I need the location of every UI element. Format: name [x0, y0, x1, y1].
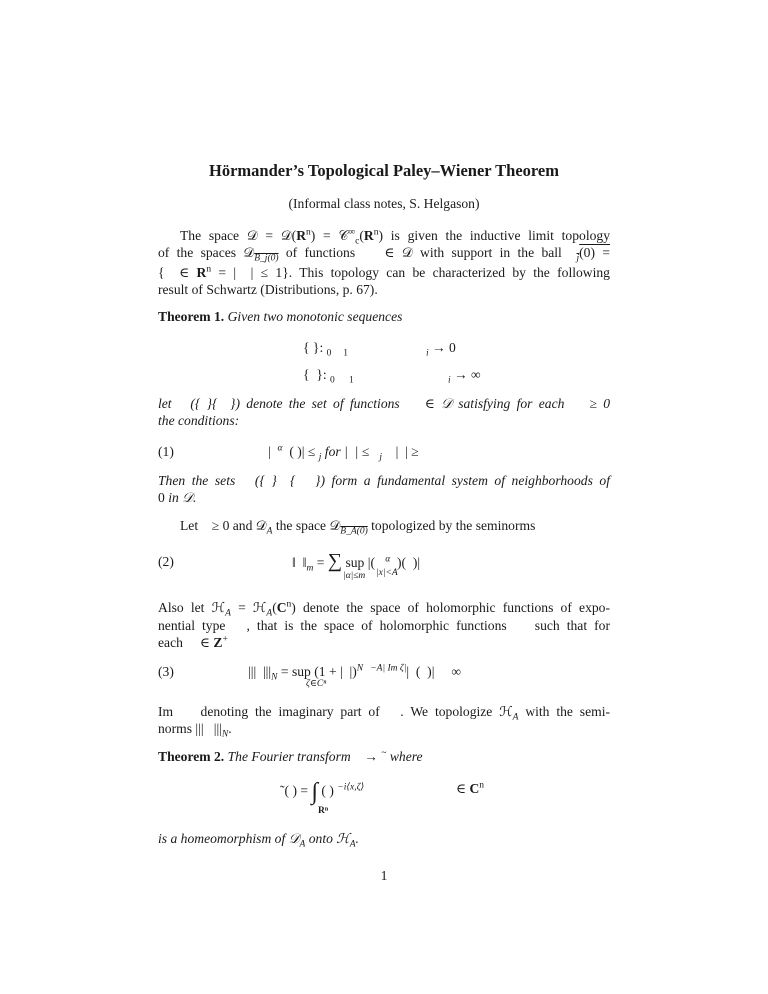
text: The Fourier transform → — [227, 749, 382, 764]
text: ( — [272, 600, 277, 615]
math-R: R — [196, 265, 207, 280]
intro-line-2 — [158, 244, 611, 264]
text: ‖ ‖ — [292, 555, 307, 570]
text: Im denoting the imaginary part of . We topologize ℋ — [158, 704, 513, 719]
text: = — [313, 555, 328, 570]
document-subtitle: (Informal class notes, S. Helgason) — [288, 196, 480, 211]
theorem-label: Theorem 2. — [158, 749, 225, 764]
equation-2-label: (2) — [158, 554, 174, 569]
text: 0 — [158, 490, 169, 505]
holomorphic-line-3 — [158, 634, 228, 651]
equation-3-label: (3) — [158, 664, 174, 679]
text: for | | ≤ — [321, 444, 380, 459]
sub: i — [426, 348, 429, 359]
imaginary-part-line — [158, 703, 611, 723]
seminorms-intro — [180, 517, 536, 537]
sequence-2-limit — [448, 366, 481, 386]
theorem-1-conditions: the conditions: — [158, 413, 240, 428]
sub: j — [379, 452, 383, 463]
text: { }: — [303, 367, 331, 382]
text: | | ≥ — [382, 444, 419, 459]
sup: n — [206, 264, 212, 275]
text: ( )| ≤ — [282, 444, 319, 459]
sequence-1 — [303, 339, 348, 359]
theorem-1-let-line: let ({ }{ }) denote the set of functions ∈ 𝒟 satisfying for each ≥ 0 — [158, 396, 610, 411]
sup: ∞ — [348, 227, 356, 238]
text: { ∈ — [158, 265, 197, 280]
sequence-2 — [303, 366, 354, 386]
integral-sign: ∫ — [311, 779, 319, 805]
text: Let ≥ 0 and 𝒟 — [180, 518, 267, 533]
text: ( — [359, 228, 364, 243]
holomorphic-line-1 — [158, 599, 611, 619]
holomorphic-line-2: nential type , that is the space of holomorphic functions such that for — [158, 618, 610, 633]
sequence-1-limit — [426, 339, 456, 359]
math-R: R — [296, 228, 307, 243]
tilde: ~ — [381, 748, 387, 759]
text: in 𝒟. — [168, 490, 197, 505]
sub: m — [306, 563, 314, 574]
sub: c — [355, 236, 360, 247]
sub: 0 1 — [326, 348, 348, 359]
text: each ∈ — [158, 635, 214, 650]
sup: n — [373, 227, 379, 238]
text: onto ℋ — [305, 831, 350, 846]
theorem-1-then-end — [158, 489, 196, 506]
sub: A — [512, 712, 519, 723]
sub: j — [576, 253, 580, 264]
sub: B_j(0) — [254, 253, 279, 264]
sup-index: |x|<A — [376, 568, 398, 578]
text: = — [277, 664, 292, 679]
theorem-2-conclusion — [158, 830, 359, 850]
sub: 0 1 — [330, 375, 354, 386]
theorem-1-heading — [158, 308, 402, 325]
text: (1 + | |) — [310, 664, 357, 679]
text: ||| ||| — [248, 664, 272, 679]
text: = | | ≤ 1}. This topology can be characterized by the following — [211, 265, 610, 280]
text: ∈ — [456, 781, 470, 796]
text: Given two monotonic sequences — [227, 309, 403, 324]
intro-line-4: result of Schwartz (Distributions, p. 67). — [158, 282, 378, 297]
sub: i — [448, 375, 451, 386]
sum-index: |α|≤m — [343, 571, 366, 581]
sup-index: ζ∈Cⁿ — [306, 679, 327, 689]
integral-domain: Rⁿ — [318, 806, 329, 816]
text: where — [386, 749, 423, 764]
text: |( — [364, 555, 386, 570]
text: { }: — [303, 340, 327, 355]
text: norms ||| ||| — [158, 721, 222, 736]
sub: A — [299, 839, 306, 850]
text: . — [355, 831, 359, 846]
equation-1-label: (1) — [158, 444, 174, 459]
sub: j — [318, 452, 322, 463]
sup: −i⟨x,ζ⟩ — [337, 782, 365, 793]
theorem-label: Theorem 1. — [158, 309, 225, 324]
text: ˜( ) = — [280, 783, 312, 798]
theorem-2-heading — [158, 748, 423, 765]
text: with the semi- — [518, 704, 611, 719]
sum-sign: ∑ — [327, 550, 343, 572]
text: | ( )| ∞ — [406, 664, 462, 679]
theorem-1-then-line: Then the sets ({ } { }) form a fundamental system of neighborhoods of — [158, 473, 610, 488]
text: the space 𝒟 — [272, 518, 341, 533]
sub: N — [271, 672, 278, 683]
math-Z: Z — [213, 635, 223, 650]
sub: A — [266, 526, 273, 537]
intro-line-1 — [180, 227, 610, 247]
sup: N −A| Im ζ| — [356, 663, 407, 674]
sup: + — [222, 634, 228, 645]
equation-1 — [268, 443, 419, 463]
text: → ∞ — [450, 367, 481, 382]
document-title: Hörmander’s Topological Paley–Wiener Theorem — [209, 161, 559, 180]
text: topologized by the seminorms — [367, 518, 536, 533]
text: ) = 𝒞 — [310, 228, 349, 243]
sup: n — [479, 780, 485, 791]
sub: A — [266, 608, 273, 619]
text: → 0 — [428, 340, 456, 355]
equation-3 — [248, 663, 462, 683]
text: = ℋ — [230, 600, 267, 615]
sub: A — [349, 839, 356, 850]
sup: α — [277, 443, 283, 454]
sub: A — [225, 608, 231, 619]
math-R: R — [363, 228, 374, 243]
text: Also let ℋ — [158, 600, 226, 615]
sup: α — [385, 554, 391, 565]
domain-condition — [456, 780, 484, 797]
text: The space 𝒟 = 𝒟( — [180, 228, 297, 243]
math-C: C — [276, 600, 287, 615]
norms-line — [158, 720, 232, 740]
page-number: 1 — [380, 868, 388, 883]
intro-line-3 — [158, 264, 610, 281]
text: of functions ∈ 𝒟 with support in the ball — [278, 245, 577, 260]
sup-operator: sup — [291, 664, 311, 679]
sup: n — [286, 599, 292, 610]
text: ( ) — [318, 783, 338, 798]
math-C: C — [469, 781, 480, 796]
text: of the spaces 𝒟 — [158, 245, 255, 260]
sup-operator: sup — [345, 555, 365, 570]
text: ) is given the inductive limit topology — [378, 228, 610, 243]
text: . — [228, 721, 232, 736]
text: )( )| — [390, 555, 421, 570]
text: is a homeomorphism of 𝒟 — [158, 831, 300, 846]
text: | — [268, 444, 278, 459]
text: (0) = — [579, 245, 611, 260]
fourier-transform-formula — [280, 779, 365, 805]
sub: N — [221, 729, 229, 740]
sup: n — [306, 227, 311, 238]
text: ) denote the space of holomorphic functions of expo- — [291, 600, 611, 615]
sub: B_A(0) — [340, 526, 368, 537]
